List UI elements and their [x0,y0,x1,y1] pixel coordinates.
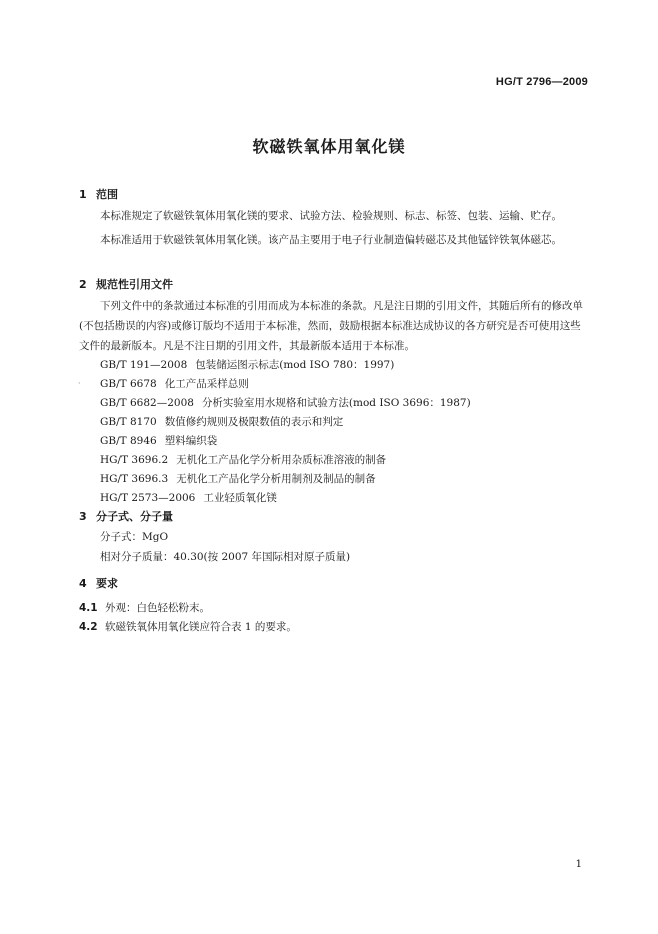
reference-code: GB/T 191—2008 [100,359,188,371]
section-1-number: 1 [79,188,87,201]
reference-code: GB/T 8170 [100,416,157,428]
clause-number: 4.1 [79,602,98,614]
section-1-heading [79,186,118,202]
section-3-number: 3 [79,510,87,523]
reference-item [100,357,394,373]
scope-paragraph-1: 本标准规定了软磁铁氧体用氧化镁的要求、试验方法、检验规则、标志、标签、包装、运输、贮存。 [100,210,562,222]
section-2-number: 2 [79,278,87,291]
section-4-title: 要求 [96,577,118,590]
reference-code: HG/T 2573—2006 [100,492,196,504]
clause-4-2 [79,619,297,634]
normative-refs-intro: 下列文件中的条款通过本标准的引用而成为本标准的条款。凡是注日期的引用文件，其随后所有的修改单(不包括勘误的内容)或修订版均不适用于本标准，然而，鼓励根据本标准达成协议的各方研究是否可使用这些文件的最新版本。凡是不注日期的引用文件，其最新版本适用于本标准。 [79,300,583,352]
molecular-weight: 相对分子质量：40.30(按 2007 年国际相对原子质量) [100,551,351,563]
standard-code: HG/T 2796—2009 [495,76,588,88]
molecular-formula: 分子式：MgO [100,531,169,543]
clause-4-1 [79,600,210,615]
reference-title: 包装储运图示标志(mod ISO 780：1997) [195,359,395,371]
section-1-title: 范围 [96,188,118,201]
reference-item [100,433,217,449]
page-number: 1 [575,859,582,870]
reference-title: 无机化工产品化学分析用制剂及制品的制备 [176,473,376,485]
reference-item [100,395,471,411]
reference-title: 数值修约规则及极限数值的表示和判定 [164,416,344,428]
section-3-title: 分子式、分子量 [96,510,173,523]
section-4-number: 4 [79,577,87,590]
clause-text: 外观：白色轻松粉末。 [105,602,210,614]
reference-code: GB/T 6682—2008 [100,397,194,409]
clause-text: 软磁铁氧体用氧化镁应符合表 1 的要求。 [105,621,297,633]
section-2-heading [79,276,173,292]
document-title: 软磁铁氧体用氧化镁 [252,137,406,156]
reference-code: GB/T 6678 [100,378,157,390]
reference-item [100,376,249,392]
reference-title: 塑料编织袋 [164,435,218,447]
section-4-heading [79,575,118,591]
reference-item [100,414,343,430]
clause-number: 4.2 [79,621,98,633]
section-2-title: 规范性引用文件 [96,278,173,291]
reference-title: 分析实验室用水规格和试验方法(mod ISO 3696：1987) [201,397,471,409]
reference-title: 无机化工产品化学分析用杂质标准溶液的制备 [176,454,387,466]
reference-item [100,471,376,487]
reference-code: GB/T 8946 [100,435,157,447]
reference-title: 化工产品采样总则 [164,378,249,390]
reference-code: HG/T 3696.3 [100,473,169,485]
scope-paragraph-2: 本标准适用于软磁铁氧体用氧化镁。该产品主要用于电子行业制造偏转磁芯及其他锰锌铁氧体磁芯。 [100,234,562,246]
section-3-heading [79,508,173,524]
reference-code: HG/T 3696.2 [100,454,169,466]
reference-title: 工业轻质氧化镁 [203,492,277,504]
scan-speck: · [78,379,81,388]
reference-item [100,490,277,506]
reference-item [100,452,386,468]
